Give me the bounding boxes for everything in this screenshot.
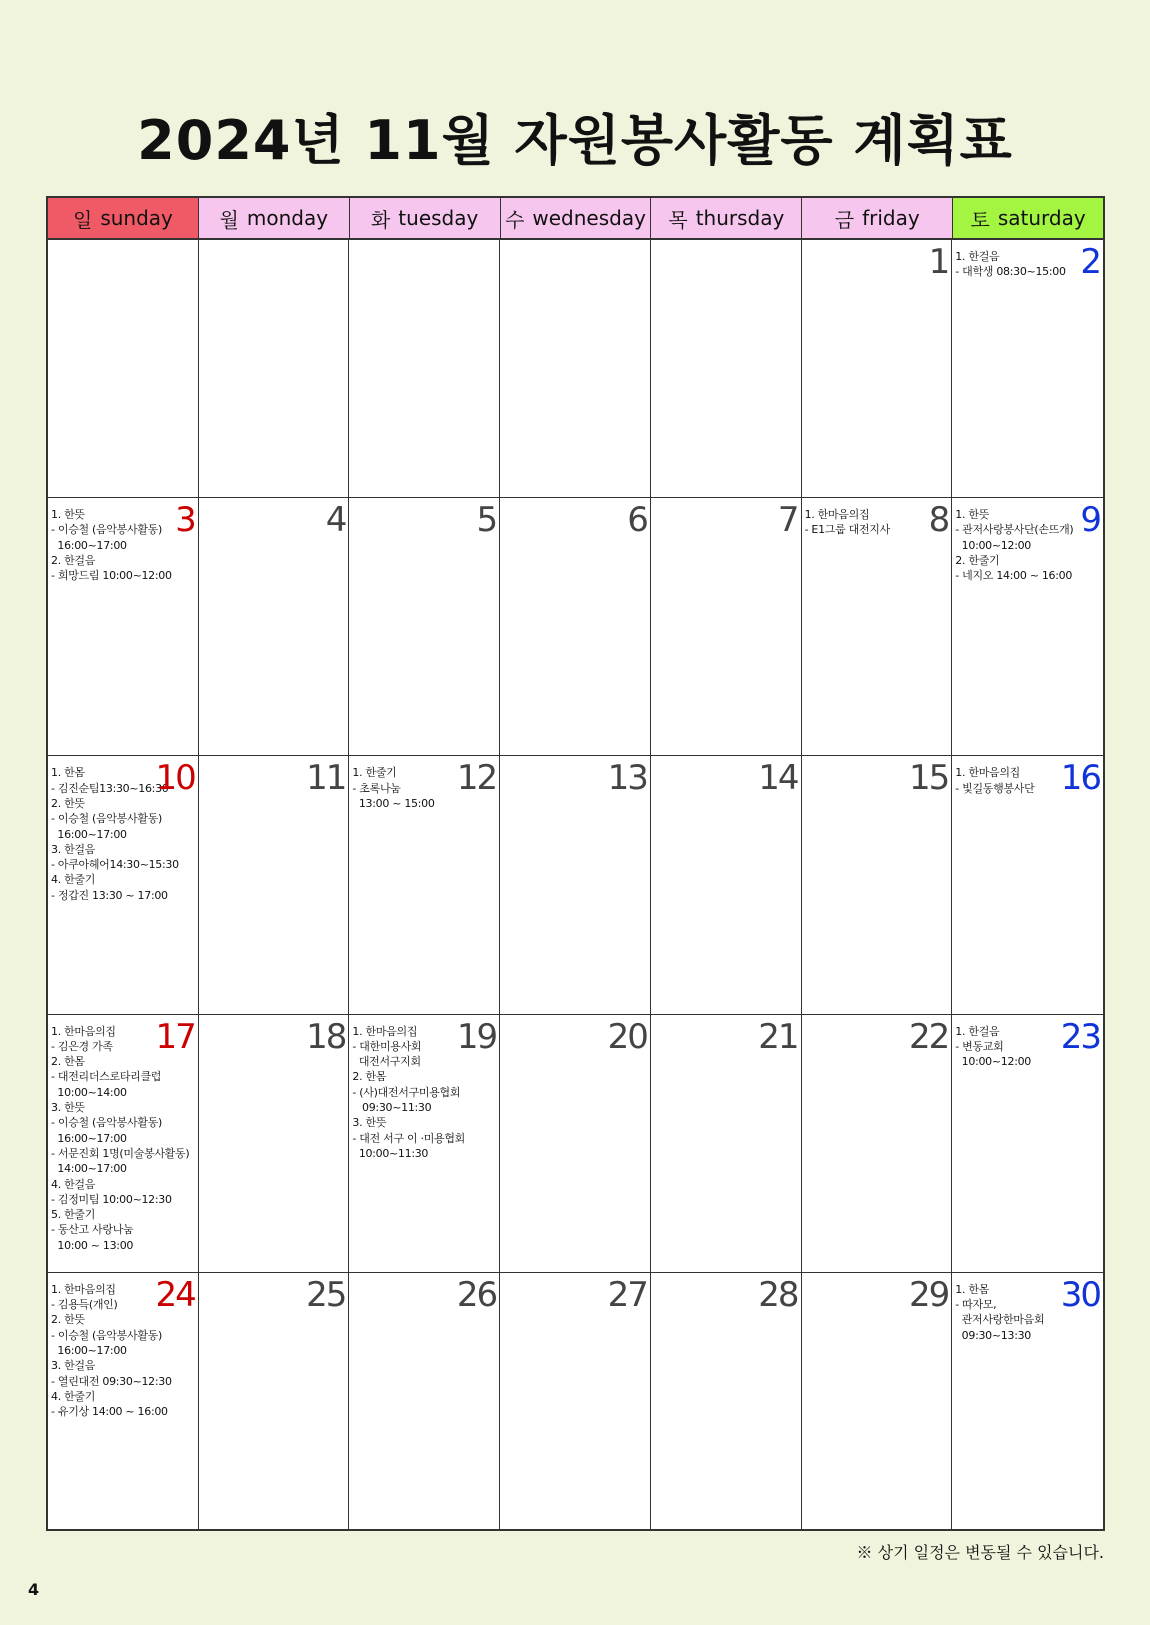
footnote: ※ 상기 일정은 변동될 수 있습니다. xyxy=(856,1543,1104,1562)
day-number: 16 xyxy=(1060,758,1100,799)
weekday-english-label: sunday xyxy=(100,206,173,230)
day-number: 25 xyxy=(306,1274,346,1315)
calendar-grid xyxy=(48,240,1103,1531)
day-cell xyxy=(952,1015,1103,1273)
day-cell xyxy=(48,1273,199,1531)
day-number: 21 xyxy=(758,1016,798,1057)
weekday-english-label: wednesday xyxy=(532,206,646,230)
day-schedule-notes: 1. 한뜻 - 이승철 (음악봉사활동) 16:00~17:00 2. 한걸음 - 희망드림 10:00~12:00 xyxy=(51,508,172,583)
weekday-korean-label: 수 xyxy=(505,207,525,232)
day-number: 18 xyxy=(306,1016,346,1057)
weekday-korean-label: 화 xyxy=(370,207,391,232)
day-number: 2 xyxy=(1080,242,1100,282)
day-cell xyxy=(199,498,350,756)
day-number: 28 xyxy=(758,1274,798,1315)
day-number: 11 xyxy=(306,758,346,799)
weekday-header-sunday xyxy=(48,198,199,238)
day-number: 24 xyxy=(155,1274,195,1315)
weekday-english-label: friday xyxy=(862,206,920,230)
day-cell xyxy=(199,756,350,1014)
day-cell xyxy=(48,240,199,498)
day-cell xyxy=(952,756,1103,1014)
day-cell xyxy=(199,1015,350,1273)
day-cell xyxy=(199,240,350,498)
weekday-header-monday xyxy=(199,198,350,238)
day-cell xyxy=(651,498,802,756)
day-cell xyxy=(651,240,802,498)
day-number: 29 xyxy=(909,1274,949,1315)
day-number: 6 xyxy=(627,500,647,541)
day-number: 9 xyxy=(1080,500,1100,541)
day-cell xyxy=(349,1015,500,1273)
day-number: 1 xyxy=(928,242,949,282)
weekday-english-label: thursday xyxy=(695,206,785,230)
day-cell xyxy=(952,240,1103,498)
day-cell xyxy=(952,498,1103,756)
day-schedule-notes: 1. 한마음의집 - 김은경 가족 2. 한몸 - 대전리더스로타리클럽 10:00~14:00 3. 한뜻 - 이승철 (음악봉사활동) 16:00~17:00 - 서문진회 1명(미술봉사활동) 14:00~17:00 4. 한걸음 - 김정미팀 10:00~12:30 5. 한줄기 - 동산고 사랑나눔 10:00 ~ 13:00 xyxy=(51,1024,190,1252)
weekday-english-label: saturday xyxy=(997,206,1086,230)
day-schedule-notes: 1. 한마음의집 - 김용득(개인) 2. 한뜻 - 이승철 (음악봉사활동) 16:00~17:00 3. 한걸음 - 열린대전 09:30~12:30 4. 한줄기 - 유기상 14:00 ~ 16:00 xyxy=(51,1282,172,1419)
day-schedule-notes: 1. 한뜻 - 관저사랑봉사단(손뜨개) 10:00~12:00 2. 한줄기 - 네지오 14:00 ~ 16:00 xyxy=(955,508,1074,583)
day-cell xyxy=(952,1273,1103,1531)
day-schedule-notes: 1. 한마음의집 - 대한미용사회 대전서구지회 2. 한몸 - (사)대전서구미용협회 09:30~11:30 3. 한뜻 - 대전 서구 이 ·미용협회 10:00~11:30 xyxy=(352,1024,466,1160)
day-number: 14 xyxy=(758,758,798,799)
day-schedule-notes: 1. 한마음의집 - 빛길동행봉사단 xyxy=(955,766,1035,795)
day-number: 26 xyxy=(456,1274,497,1315)
page-title: 2024년 11월 자원봉사활동 계획표 xyxy=(137,109,1013,172)
day-number: 19 xyxy=(456,1016,497,1057)
day-number: 27 xyxy=(607,1274,647,1315)
weekday-korean-label: 금 xyxy=(834,207,855,232)
day-number: 22 xyxy=(909,1016,949,1057)
page-number: 4 xyxy=(28,1580,40,1599)
day-number: 10 xyxy=(155,758,195,799)
day-cell xyxy=(500,1015,651,1273)
weekday-header-row xyxy=(48,198,1103,240)
day-number: 4 xyxy=(325,500,346,541)
weekday-header-saturday xyxy=(953,198,1103,238)
day-schedule-notes: 1. 한몸 - 따자모, 관저사랑한마음회 09:30~13:30 xyxy=(955,1282,1045,1342)
weekday-english-label: monday xyxy=(246,206,329,230)
weekday-header-thursday xyxy=(651,198,802,238)
day-schedule-notes: 1. 한걸음 - 대학생 08:30~15:00 xyxy=(955,250,1066,279)
day-cell xyxy=(500,756,651,1014)
weekday-korean-label: 목 xyxy=(668,207,688,232)
day-cell xyxy=(48,1015,199,1273)
day-schedule-notes: 1. 한줄기 - 초록나눔 13:00 ~ 15:00 xyxy=(352,766,435,810)
day-schedule-notes: 1. 한몸 - 김진순팀13:30~16:30 2. 한뜻 - 이승철 (음악봉사활동) 16:00~17:00 3. 한걸음 - 아쿠아헤어14:30~15:30 4. 한줄기 - 정갑진 13:30 ~ 17:00 xyxy=(51,766,179,902)
day-cell xyxy=(500,498,651,756)
day-cell xyxy=(199,1273,350,1531)
day-number: 23 xyxy=(1060,1016,1100,1057)
day-cell xyxy=(802,756,953,1014)
day-number: 7 xyxy=(777,500,798,541)
day-cell xyxy=(651,756,802,1014)
day-schedule-notes: 1. 한마음의집 - E1그룹 대전지사 xyxy=(804,508,890,537)
day-cell xyxy=(349,240,500,498)
day-cell xyxy=(802,1015,953,1273)
day-number: 20 xyxy=(607,1016,647,1057)
day-number: 13 xyxy=(607,758,647,799)
day-number: 12 xyxy=(456,758,497,799)
day-cell xyxy=(802,498,953,756)
day-cell xyxy=(349,756,500,1014)
day-number: 5 xyxy=(476,500,497,541)
day-cell xyxy=(651,1015,802,1273)
weekday-korean-label: 토 xyxy=(970,207,990,232)
day-cell xyxy=(48,756,199,1014)
day-cell xyxy=(802,1273,953,1531)
day-number: 8 xyxy=(928,500,949,541)
weekday-english-label: tuesday xyxy=(398,206,479,230)
day-cell xyxy=(802,240,953,498)
weekday-header-wednesday xyxy=(501,198,652,238)
day-cell xyxy=(48,498,199,756)
weekday-header-tuesday xyxy=(350,198,501,238)
day-cell xyxy=(500,1273,651,1531)
weekday-korean-label: 월 xyxy=(219,207,239,232)
day-cell xyxy=(651,1273,802,1531)
weekday-korean-label: 일 xyxy=(72,207,93,232)
calendar-table xyxy=(46,196,1105,1531)
day-cell xyxy=(500,240,651,498)
day-cell xyxy=(349,498,500,756)
day-number: 3 xyxy=(175,500,195,541)
day-number: 15 xyxy=(909,758,949,799)
day-schedule-notes: 1. 한걸음 - 변동교회 10:00~12:00 xyxy=(955,1024,1031,1069)
weekday-header-friday xyxy=(802,198,953,238)
day-cell xyxy=(349,1273,500,1531)
day-number: 30 xyxy=(1060,1274,1100,1315)
day-number: 17 xyxy=(155,1016,195,1057)
